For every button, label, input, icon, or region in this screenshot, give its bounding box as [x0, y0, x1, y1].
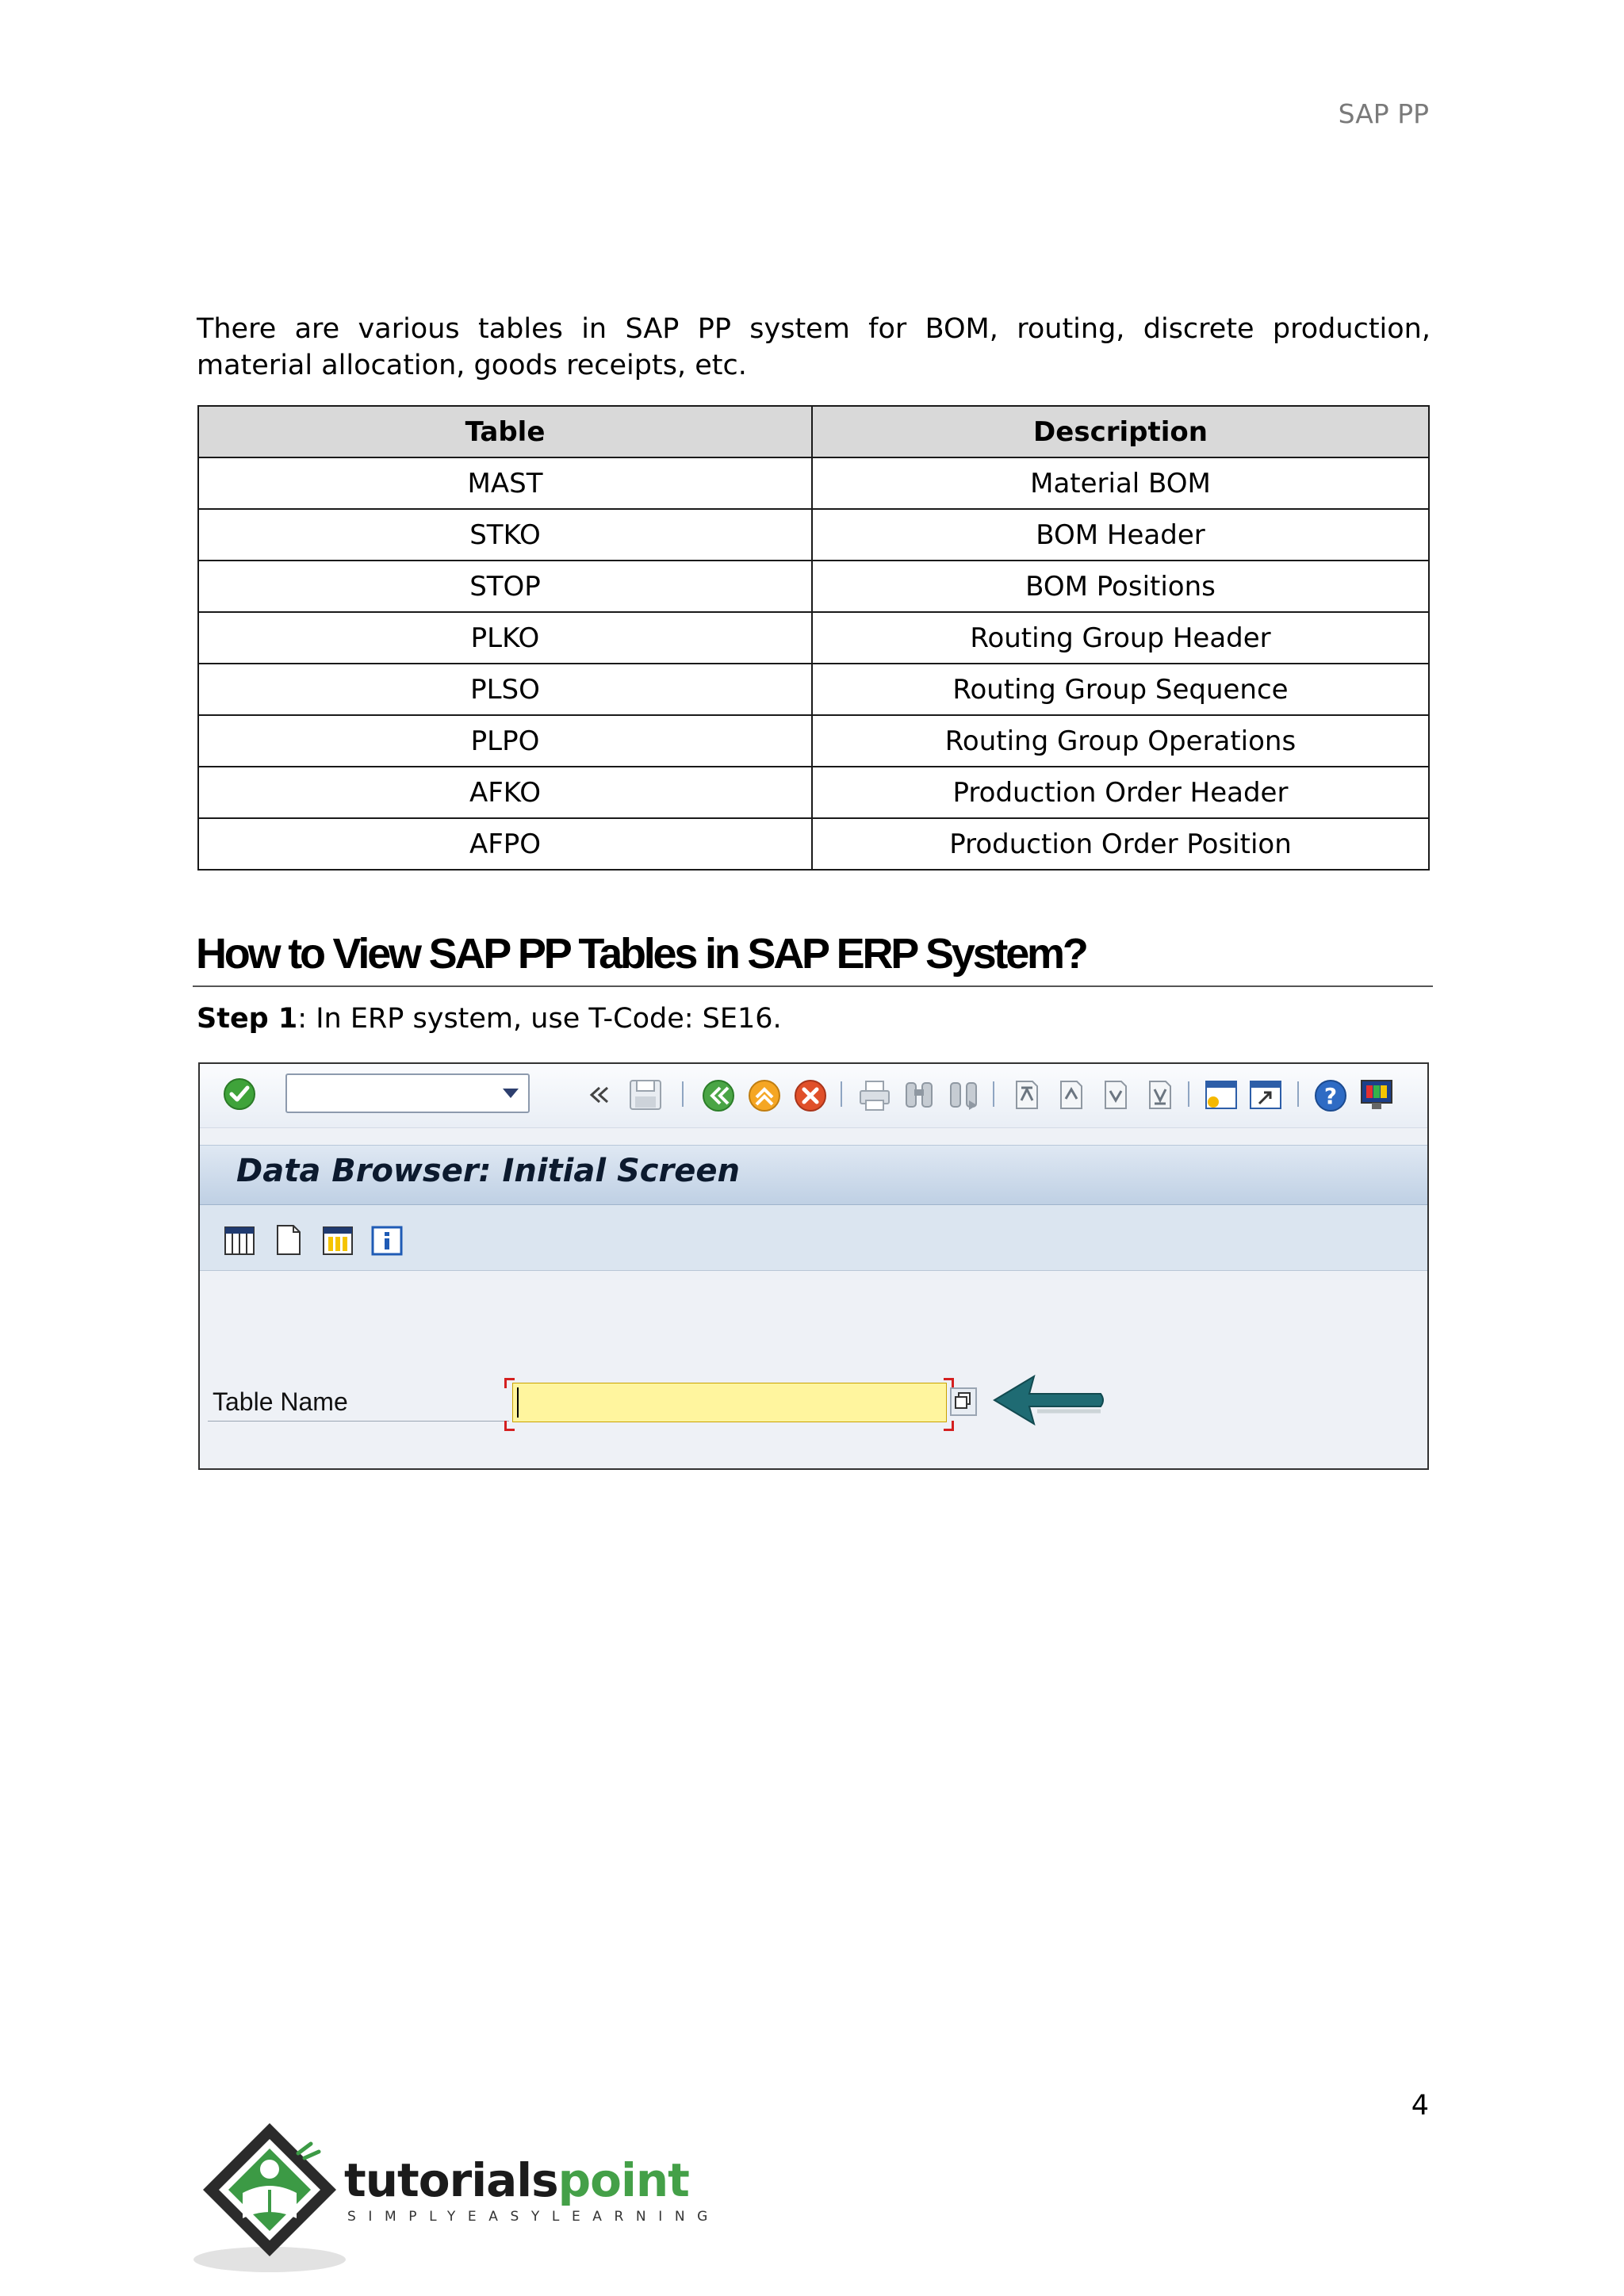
- table-cell: Routing Group Sequence: [812, 664, 1429, 715]
- next-page-icon[interactable]: [1097, 1078, 1131, 1112]
- step-label: Step 1: [197, 1003, 298, 1035]
- tutorialspoint-logo-icon: [193, 2117, 352, 2275]
- table-cell: PLSO: [198, 664, 812, 715]
- table-cell: Material BOM: [812, 457, 1429, 509]
- column-header-table: Table: [198, 406, 812, 457]
- print-icon[interactable]: [858, 1080, 891, 1112]
- generate-shortcut-icon[interactable]: [1248, 1078, 1283, 1112]
- new-document-icon[interactable]: [274, 1224, 303, 1256]
- logo-word-accent: point: [557, 2153, 689, 2207]
- table-cell: Production Order Header: [812, 767, 1429, 818]
- info-icon[interactable]: [371, 1226, 403, 1256]
- table-cell: Production Order Position: [812, 818, 1429, 870]
- table-cell: PLPO: [198, 715, 812, 767]
- table-cell: Routing Group Header: [812, 612, 1429, 664]
- logo-word-dark: tutorials: [344, 2153, 558, 2207]
- find-next-icon[interactable]: [947, 1078, 980, 1112]
- table-cell: BOM Positions: [812, 561, 1429, 612]
- chevron-down-icon[interactable]: [503, 1089, 519, 1098]
- sap-se16-screenshot: [198, 1062, 1429, 1470]
- page-number: 4: [1411, 2090, 1429, 2122]
- help-icon[interactable]: [1313, 1078, 1348, 1113]
- table-row: [198, 715, 1429, 767]
- table-row: [198, 457, 1429, 509]
- table-cell: AFPO: [198, 818, 812, 870]
- collapse-command-icon[interactable]: [588, 1083, 611, 1107]
- command-input[interactable]: [287, 1075, 492, 1112]
- table-cell: BOM Header: [812, 509, 1429, 561]
- step-instruction: : In ERP system, use T-Code: SE16.: [297, 1003, 782, 1035]
- exit-icon[interactable]: [747, 1078, 782, 1113]
- table-name-input[interactable]: [513, 1383, 946, 1422]
- table-row: [198, 664, 1429, 715]
- toolbar-separator: [1188, 1081, 1189, 1107]
- table-header-row: [198, 406, 1429, 457]
- toolbar-separator: [1297, 1081, 1299, 1107]
- svg-text:?: ?: [1323, 1083, 1338, 1109]
- step-1-text: [197, 1003, 782, 1035]
- customize-layout-icon[interactable]: [1359, 1078, 1394, 1112]
- table-row: [198, 612, 1429, 664]
- logo-tagline: SIMPLYEASYLEARNING: [347, 2209, 720, 2225]
- table-row: [198, 561, 1429, 612]
- intro-paragraph: There are various tables in SAP PP system for BOM, routing, discrete production, material allocation, goods receipts, etc.: [197, 313, 1431, 381]
- command-field[interactable]: [285, 1073, 530, 1113]
- table-cell: STOP: [198, 561, 812, 612]
- logo-wordmark: [344, 2153, 689, 2207]
- table-row: [198, 818, 1429, 870]
- toolbar-separator: [993, 1081, 994, 1107]
- column-header-description: Description: [812, 406, 1429, 457]
- running-header: SAP PP: [1338, 98, 1429, 129]
- table-cell: PLKO: [198, 612, 812, 664]
- table-cell: MAST: [198, 457, 812, 509]
- toolbar-separator: [841, 1081, 842, 1107]
- search-help-icon[interactable]: [950, 1387, 977, 1416]
- back-icon[interactable]: [701, 1078, 736, 1113]
- table-fields-icon[interactable]: [322, 1226, 354, 1256]
- label-underline: [208, 1421, 509, 1422]
- toolbar-separator: [682, 1081, 684, 1107]
- table-cell: AFKO: [198, 767, 812, 818]
- first-page-icon[interactable]: [1009, 1078, 1042, 1112]
- cancel-icon[interactable]: [793, 1078, 828, 1113]
- previous-page-icon[interactable]: [1053, 1078, 1086, 1112]
- table-name-label: Table Name: [213, 1387, 348, 1416]
- screen-title: Data Browser: Initial Screen: [236, 1153, 740, 1189]
- heading-divider: [193, 985, 1433, 987]
- enter-check-icon[interactable]: [222, 1077, 257, 1112]
- pp-tables-table: [197, 405, 1430, 871]
- table-contents-icon[interactable]: [224, 1226, 255, 1256]
- create-session-icon[interactable]: [1204, 1078, 1239, 1112]
- table-name-field[interactable]: [512, 1383, 947, 1422]
- table-row: [198, 767, 1429, 818]
- section-heading: How to View SAP PP Tables in SAP ERP System?: [196, 930, 1086, 978]
- last-page-icon[interactable]: [1142, 1078, 1175, 1112]
- save-icon[interactable]: [628, 1078, 663, 1112]
- text-cursor: [517, 1387, 519, 1418]
- table-row: [198, 509, 1429, 561]
- table-cell: STKO: [198, 509, 812, 561]
- find-icon[interactable]: [902, 1078, 936, 1112]
- table-cell: Routing Group Operations: [812, 715, 1429, 767]
- pointer-arrow-icon: [990, 1372, 1107, 1433]
